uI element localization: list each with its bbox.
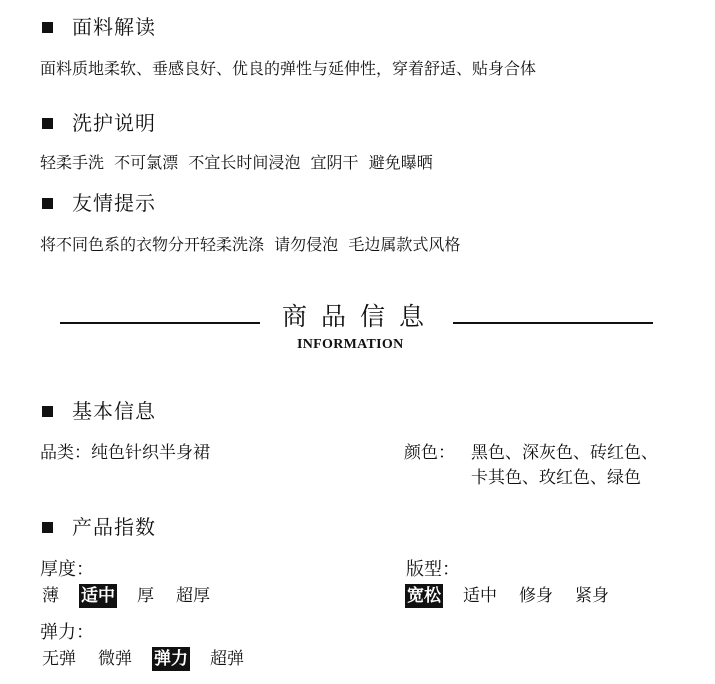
section-heading-basic: 基本信息 xyxy=(72,399,156,423)
color-label: 颜色： xyxy=(404,443,455,463)
product-info-title: 商品信息 xyxy=(282,302,439,331)
section-heading-indices: 产品指数 xyxy=(72,515,156,539)
fit-options xyxy=(405,584,629,608)
thickness-option: 适中 xyxy=(81,586,115,606)
thickness-label: 厚度： xyxy=(40,559,94,580)
category-value: 纯色针织半身裙 xyxy=(91,443,210,463)
elasticity-options xyxy=(40,647,264,671)
elasticity-option: 无弹 xyxy=(42,649,76,669)
fit-label: 版型： xyxy=(406,559,460,580)
section-heading-fabric: 面料解读 xyxy=(72,15,156,39)
thickness-option: 厚 xyxy=(137,586,154,606)
fit-option: 修身 xyxy=(519,586,553,606)
title-rule-right xyxy=(453,322,653,324)
bullet-square-icon xyxy=(42,22,53,33)
bullet-square-icon xyxy=(42,406,53,417)
bullet-square-icon xyxy=(42,198,53,209)
section-heading-care: 洗护说明 xyxy=(72,111,156,135)
product-info-subtitle: INFORMATION xyxy=(297,337,404,352)
title-rule-left xyxy=(60,322,260,324)
category-label: 品类： xyxy=(40,443,91,463)
elasticity-option: 微弹 xyxy=(98,649,132,669)
category-row xyxy=(40,442,210,464)
bullet-square-icon xyxy=(42,118,53,129)
fit-option: 适中 xyxy=(463,586,497,606)
color-values-line2: 卡其色、玫红色、绿色 xyxy=(471,468,641,488)
thickness-option: 超厚 xyxy=(176,586,210,606)
color-values-line1: 黑色、深灰色、砖红色、 xyxy=(471,443,658,463)
fabric-description: 面料质地柔软、垂感良好、优良的弹性与延伸性，穿着舒适、贴身合体 xyxy=(40,59,537,78)
elasticity-option: 弹力 xyxy=(154,649,188,669)
elasticity-option: 超弹 xyxy=(210,649,244,669)
fit-option: 宽松 xyxy=(407,586,441,606)
thickness-option: 薄 xyxy=(42,586,59,606)
tips-text: 将不同色系的衣物分开轻柔洗涤 请勿侵泡 毛边属款式风格 xyxy=(40,235,461,254)
elasticity-label: 弹力： xyxy=(40,622,94,643)
section-heading-tips: 友情提示 xyxy=(72,191,156,215)
thickness-options xyxy=(40,584,230,608)
care-instructions: 轻柔手洗 不可氯漂 不宜长时间浸泡 宜阴干 避免曝晒 xyxy=(40,153,433,172)
bullet-square-icon xyxy=(42,522,53,533)
fit-option: 紧身 xyxy=(575,586,609,606)
